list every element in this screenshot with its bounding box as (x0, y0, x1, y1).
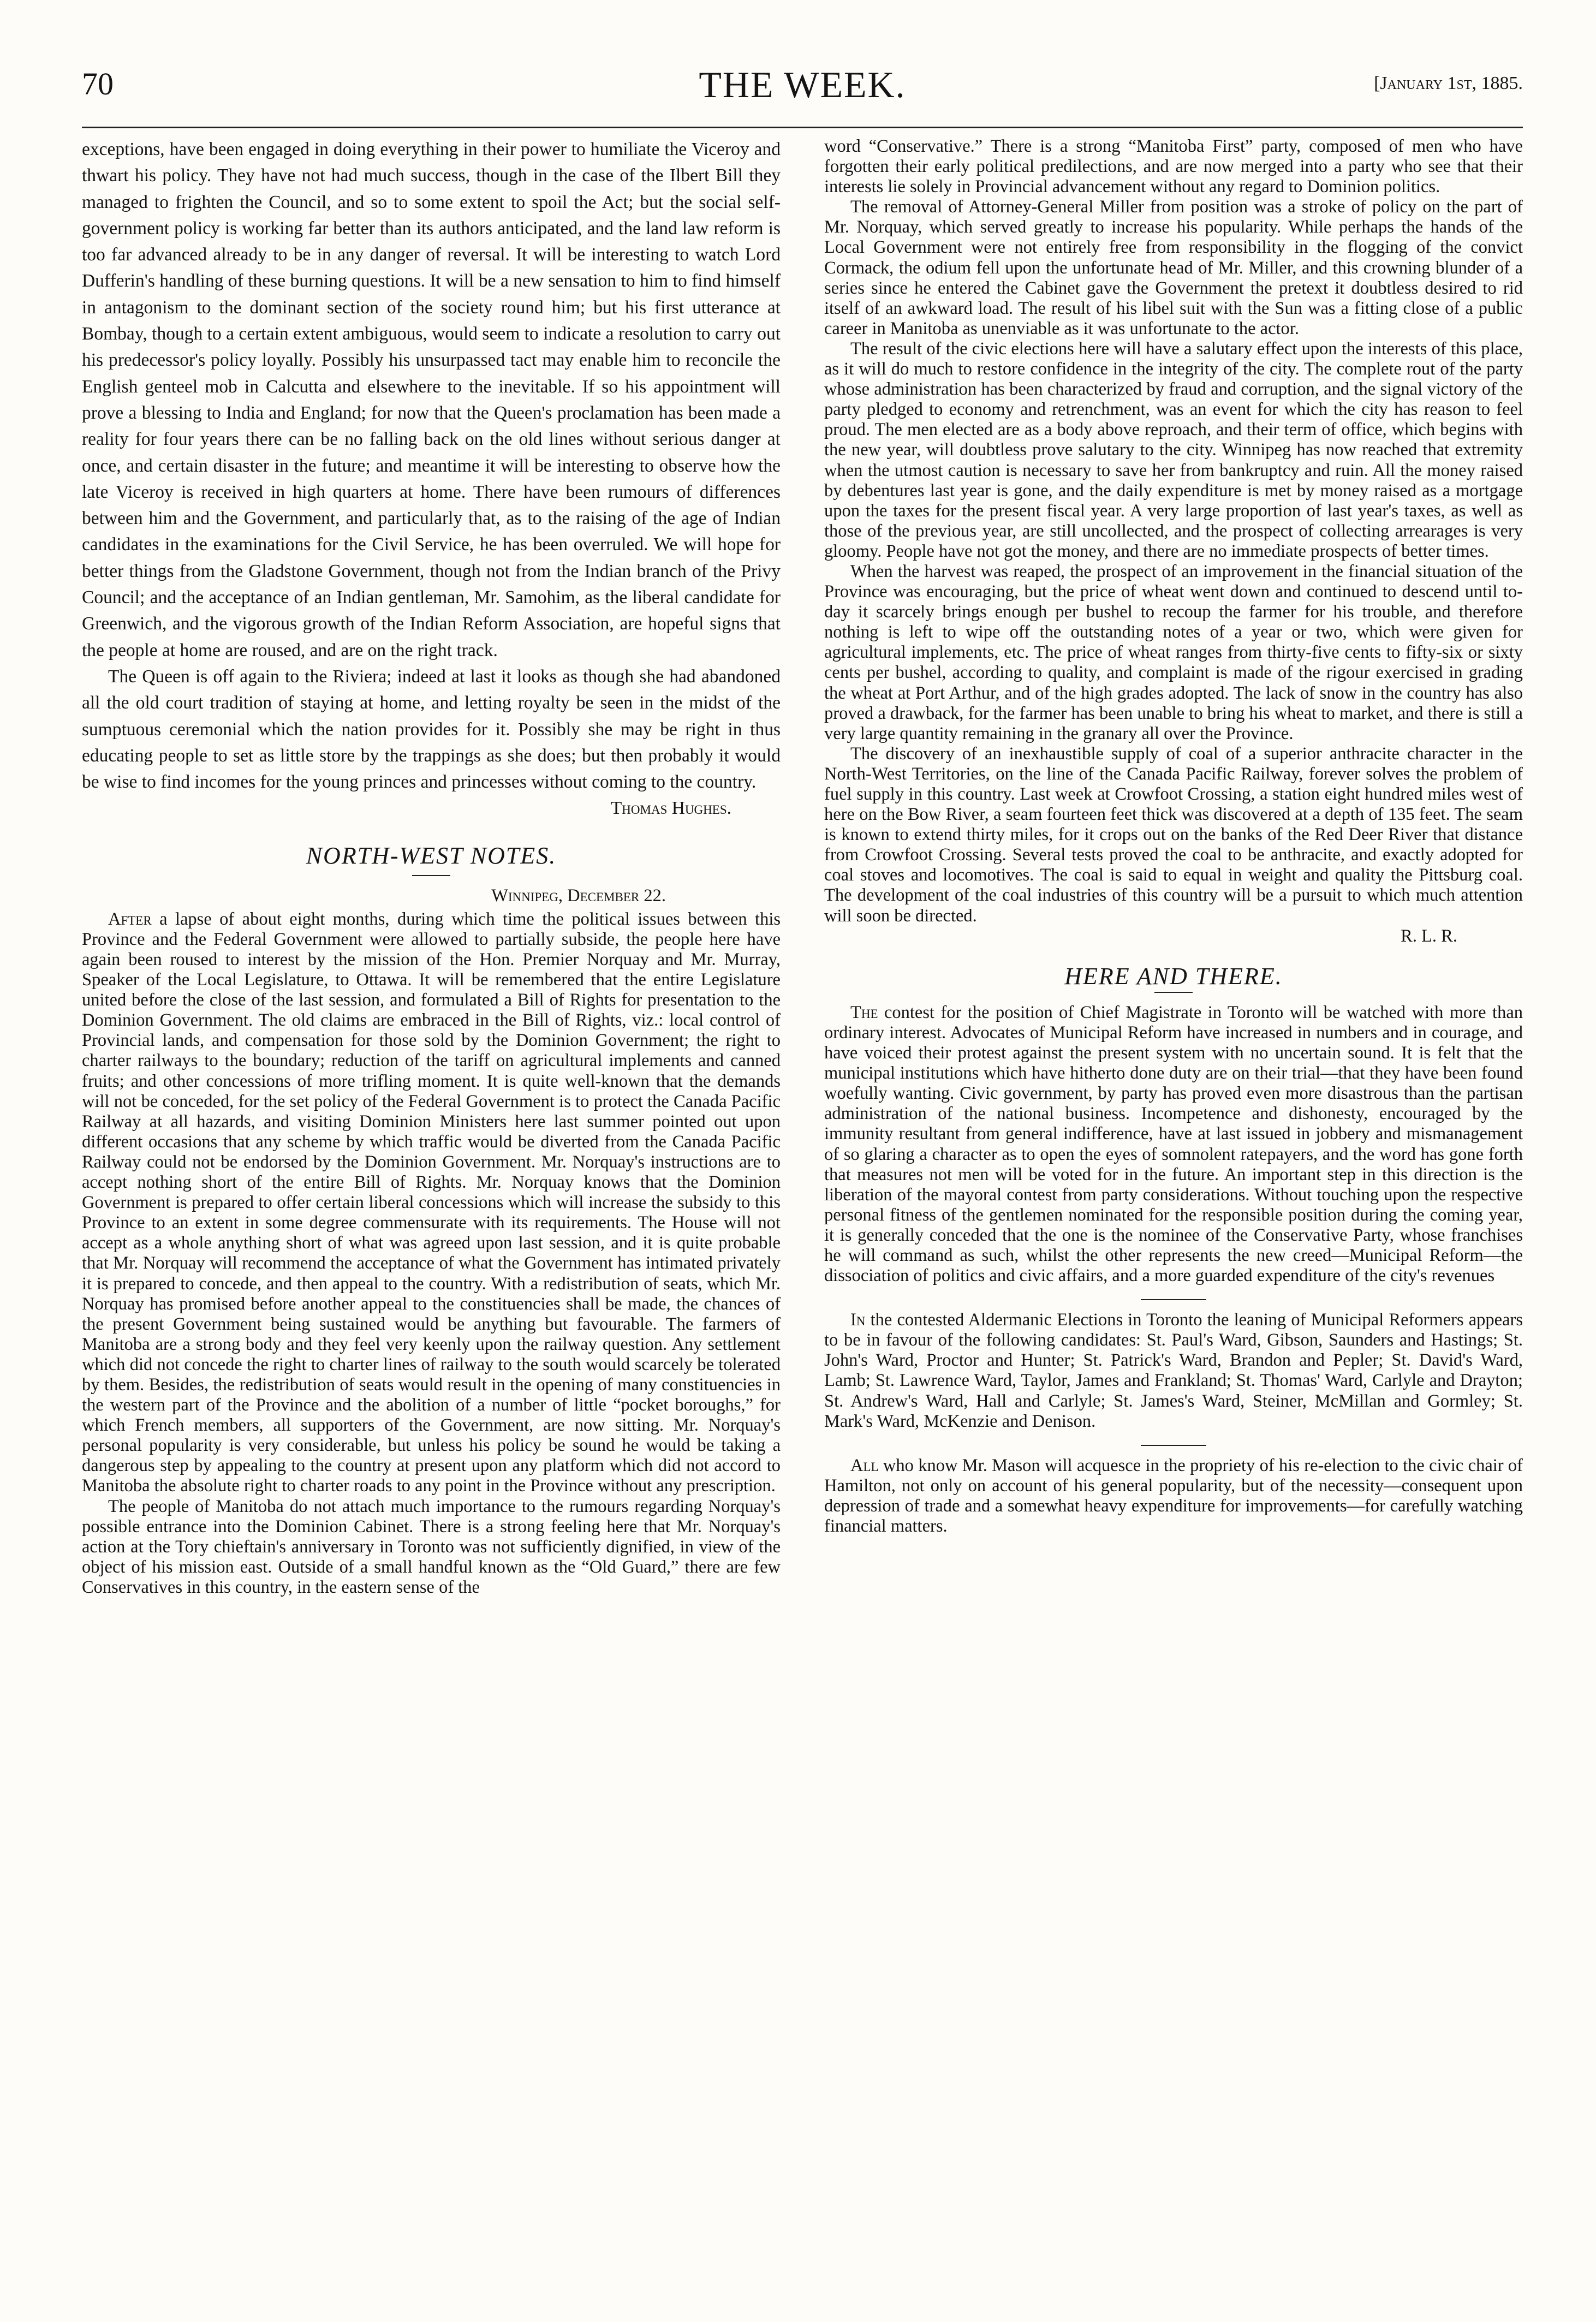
article-paragraph (82, 909, 781, 1497)
paragraph-text: the contested Aldermanic Elections in Toronto the leaning of Municipal Reformers appears to be in favour of the following candidates: St. Paul's Ward, Gibson, Saunders and Hastings; St. John's Ward, Proctor and Hunter; St. Patrick's Ward, Brandon and Pepler; St. David's Ward, Lamb; St. Lawrence Ward, Taylor, James and Frankland; St. Thomas' Ward, Carlyle and Drayton; St. Andrew's Ward, Hall and Carlyle; St. James's Ward, Steiner, McMillan and Gormley; St. Mark's Ward, McKenzie and Denison. (824, 1310, 1523, 1431)
drop-word: All (850, 1455, 879, 1475)
left-column (82, 136, 781, 2287)
article-paragraph: The people of Manitoba do not attach much importance to the rumours regarding Norquay's possible entrance into the Dominion Cabinet. There is a strong feeling here that Mr. Norquay's action at the Tory chieftain's anniversary in Toronto was not sufficiently dignified, in view of the object of his mission east. Outside of a small handful known as the “Old Guard,” there are few Conservatives in this country, in the eastern sense of the (82, 1496, 781, 1597)
article-paragraph: The discovery of an inexhaustible supply of coal of a superior anthracite character in the North-West Territories, on the line of the Canada Pacific Railway, forever solves the problem of fuel supply in this country. Last week at Crowfoot Crossing, a station eight hundred miles west of here on the Bow River, a seam fourteen feet thick was discovered at a depth of 135 feet. The seam is known to extend thirty miles, for it crops out on the banks of the Red Deer River that distance from Crowfoot Crossing. Several tests proved the coal to be anthracite, and exactly adopted for coal stoves and locomotives. The coal is said to equal in weight and quality the Pittsburg coal. The development of the coal industries of this country will be a pursuit to which much attention will soon be directed. (824, 743, 1523, 926)
item-separator (1141, 1299, 1206, 1300)
paragraph-text: who know Mr. Mason will acquesce in the propriety of his re-election to the civic chair of Hamilton, not only on account of his general popularity, but of the necessity—consequent upon depression of trade and a somewhat heavy expenditure for improvements—for carefully watching financial matters. (824, 1455, 1523, 1536)
paragraph-text: contest for the position of Chief Magistrate in Toronto will be watched with more than ordinary interest. Advocates of Municipal Reform have increased in numbers and in courage, and have voiced their protest against the present system with no uncertain sound. It is felt that the municipal institutions which have hitherto done duty are on their trial—that they have been found woefully wanting. Civic government, by party has proved even more disastrous than the partisan administration of the national business. Incompetence and dishonesty, encouraged by the immunity resultant from general indifference, have at last issued in jobbery and mismanagement of so glaring a character as to open the eyes of somnolent ratepayers, and the word has gone forth that measures not men will be voted for in the future. An important step in this direction is the liberation of the mayoral contest from party considerations. Without touching upon the respective personal fitness of the gentlemen nominated for the responsible position during the coming year, it is generally conceded that the one is the nominee of the Conservative Party, whose franchises he will command as such, whilst the other represents the new creed—Municipal Reform—the dissociation of politics and civic affairs, and a more guarded expenditure of the city's revenues (824, 1002, 1523, 1286)
article-signature: R. L. R. (1401, 926, 1457, 946)
heading-rule (1154, 992, 1193, 993)
heading-rule (412, 875, 450, 876)
section-heading-here-and-there: HERE AND THERE. (1064, 962, 1283, 990)
article-paragraph: The result of the civic elections here will have a salutary effect upon the interests of this place, as it will do much to restore confidence in the integrity of the city. The complete rout of the party whose administration has been characterized by fraud and corruption, and the signal victory of the party pledged to economy and retrenchment, was an event for which the city has reason to feel proud. The men elected are as a body above reproach, and their term of office, which begins with the new year, will doubtless prove salutary to the city. Winnipeg has now reached that extremity when the utmost caution is necessary to save her from bankruptcy and ruin. All the money raised by debentures last year is gone, and the daily expenditure is met by money raised as a mortgage upon the taxes for the present fiscal year. A very large proportion of last year's taxes, as well as those of the previous year, are still uncollected, and the prospect of collecting arrearages is very gloomy. People have not got the money, and there are no immediate prospects of better times. (824, 338, 1523, 561)
article-paragraph: word “Conservative.” There is a strong “Manitoba First” party, composed of men who have forgotten their early political predilections, and are now merged into a party who see that their interests lie solely in Provincial advancement without any regard to Dominion politics. (824, 136, 1523, 197)
right-column (824, 136, 1523, 2287)
section-heading-north-west-notes: NORTH-WEST NOTES. (306, 842, 557, 869)
hughes-article (82, 136, 781, 822)
item-separator (1141, 1445, 1206, 1446)
article-paragraph: The Queen is off again to the Riviera; indeed at last it looks as though she had abandoned all the old court tradition of staying at home, and letting royalty be seen in the midst of the sumptuous ceremonial which the nation provides for it. Possibly she may be right in thus educating people to set as little store by the trappings as she does; but then probably it would be wise to find incomes for the young princes and princesses without coming to the country. (82, 666, 781, 793)
article-signature: Thomas Hughes. (610, 798, 731, 819)
header-rule (82, 127, 1523, 128)
masthead (82, 66, 1523, 109)
article-paragraph (824, 1003, 1523, 1286)
drop-word: After (108, 909, 152, 929)
paragraph-text: a lapse of about eight months, during which time the political issues between this Province and the Federal Government were allowed to partially subside, the people here have again been roused to interest by the mission of the Hon. Premier Norquay and Mr. Murray, Speaker of the Local Legislature, to Ottawa. It will be remembered that the entire Legislature united before the close of the last session, and formulated a Bill of Rights for presentation to the Dominion Government. The old claims are embraced in the Bill of Rights, viz.: local control of Provincial lands, and compensation for those sold by the Dominion Government; the right to charter railways to the boundary; reduction of the tariff on agricultural implements and canned fruits; and other concessions of more trifling moment. It is quite well-known that the demands will not be conceded, for the set policy of the Federal Government is to protect the Canada Pacific Railway at all hazards, and visiting Dominion Ministers here last summer pointed out upon different occasions that any scheme by which traffic would be diverted from the Canada Pacific Railway could not be endorsed by the Dominion Government. Mr. Norquay's instructions are to accept nothing short of the entire Bill of Rights. Mr. Norquay knows that the Dominion Government is prepared to offer certain liberal concessions which will increase the subsidy to this Province to an extent in some degree commensurate with its requirements. The House will not accept as a whole anything short of what was agreed upon last session, and it is quite probable that Mr. Norquay will recommend the acceptance of what the Government has intimated privately it is prepared to concede, and then appeal to the country. With a redistribution of seats, which Mr. Norquay has promised before another appeal to the constituencies shall be made, the chances of the present Government being sustained would be anything but favourable. The farmers of Manitoba are a strong body and they feel very keenly upon the railway question. Any settlement which did not concede the right to charter lines of railway to the south would scarcely be tolerated by them. Besides, the redistribution of seats would result in the opening of many constituencies in the western part of the Province and the abolition of a number of little “pocket boroughs,” for which French members, all supporters of the Government, are now sitting. Mr. Norquay's personal popularity is very considerable, but unless his policy be sound he would be taking a dangerous step by appealing to the country at present upon any platform which did not accord to Manitoba the absolute right to charter roads to any point in the Province without any prescription. (82, 909, 781, 1496)
page-number: 70 (82, 66, 114, 102)
article-paragraph (824, 1310, 1523, 1432)
article-paragraph (824, 1456, 1523, 1537)
newspaper-page (82, 66, 1523, 2293)
drop-word: In (850, 1310, 866, 1330)
publication-title: THE WEEK. (699, 64, 906, 105)
drop-word: The (850, 1002, 878, 1022)
issue-date: [January 1st, 1885. (1374, 73, 1523, 93)
dateline: Winnipeg, December 22. (491, 885, 666, 906)
article-paragraph: When the harvest was reaped, the prospect of an improvement in the financial situation of the Province was encouraging, but the price of wheat went down and continued to descend until to-day it scarcely brings enough per bushel to recoup the farmer for his trouble, and therefore nothing is left to wipe off the outstanding notes of a year or two, which were given for agricultural implements, etc. The price of wheat ranges from thirty-five cents to fifty-six or sixty cents per bushel, according to quality, and complaint is made of the rigour exercised in grading the wheat at Port Arthur, and of the high grades adopted. The lack of snow in the country has also proved a drawback, for the farmer has been unable to bring his wheat to market, and there is still a very large quantity remaining in the granary all over the Province. (824, 561, 1523, 743)
article-paragraph: The removal of Attorney-General Miller from position was a stroke of policy on the part of Mr. Norquay, which served greatly to increase his popularity. While perhaps the hands of the Local Government were not entirely free from responsibility in the flogging of the convict Cormack, the odium fell upon the unfortunate head of Mr. Miller, and this crowning blunder of a series since he entered the Cabinet gave the Government the pretext it doubtless desired to rid itself of an awkward load. The result of his libel suit with the Sun was a fitting close of a public career in Manitoba as unenviable as it was unfortunate to the actor. (824, 197, 1523, 338)
article-paragraph: exceptions, have been engaged in doing everything in their power to humiliate the Viceroy and thwart his policy. They have not had much success, though in the case of the Ilbert Bill they managed to frighten the Council, and so to some extent to spoil the Act; but the social self-government policy is working far better than its authors anticipated, and the land law reform is too far advanced already to be in any danger of reversal. It will be interesting to watch Lord Dufferin's handling of these burning questions. It will be a new sensation to him to find himself in antagonism to the dominant section of the society round him; but his first utterance at Bombay, though to a certain extent ambiguous, would seem to indicate a resolution to carry out his predecessor's policy loyally. Possibly his unsurpassed tact may enable him to reconcile the English genteel mob in Calcutta and elsewhere to the inevitable. If so his appointment will prove a blessing to India and England; for now that the Queen's proclamation has been made a reality for four years there can be no falling back on the old lines without serious danger at once, and certain disaster in the future; and meantime it will be interesting to observe how the late Viceroy is received in high quarters at home. There have been rumours of differences between him and the Government, and particularly that, as to the raising of the age of Indian candidates in the examinations for the Civil Service, he has been overruled. We will hope for better things from the Gladstone Government, though not from the Indian branch of the Privy Council; and the acceptance of an Indian gentleman, Mr. Samohim, as the liberal candidate for Greenwich, and the vigorous growth of the Indian Reform Association, are hopeful signs that the people at home are roused, and are on the right track. (82, 139, 781, 660)
north-west-notes (82, 886, 781, 1598)
